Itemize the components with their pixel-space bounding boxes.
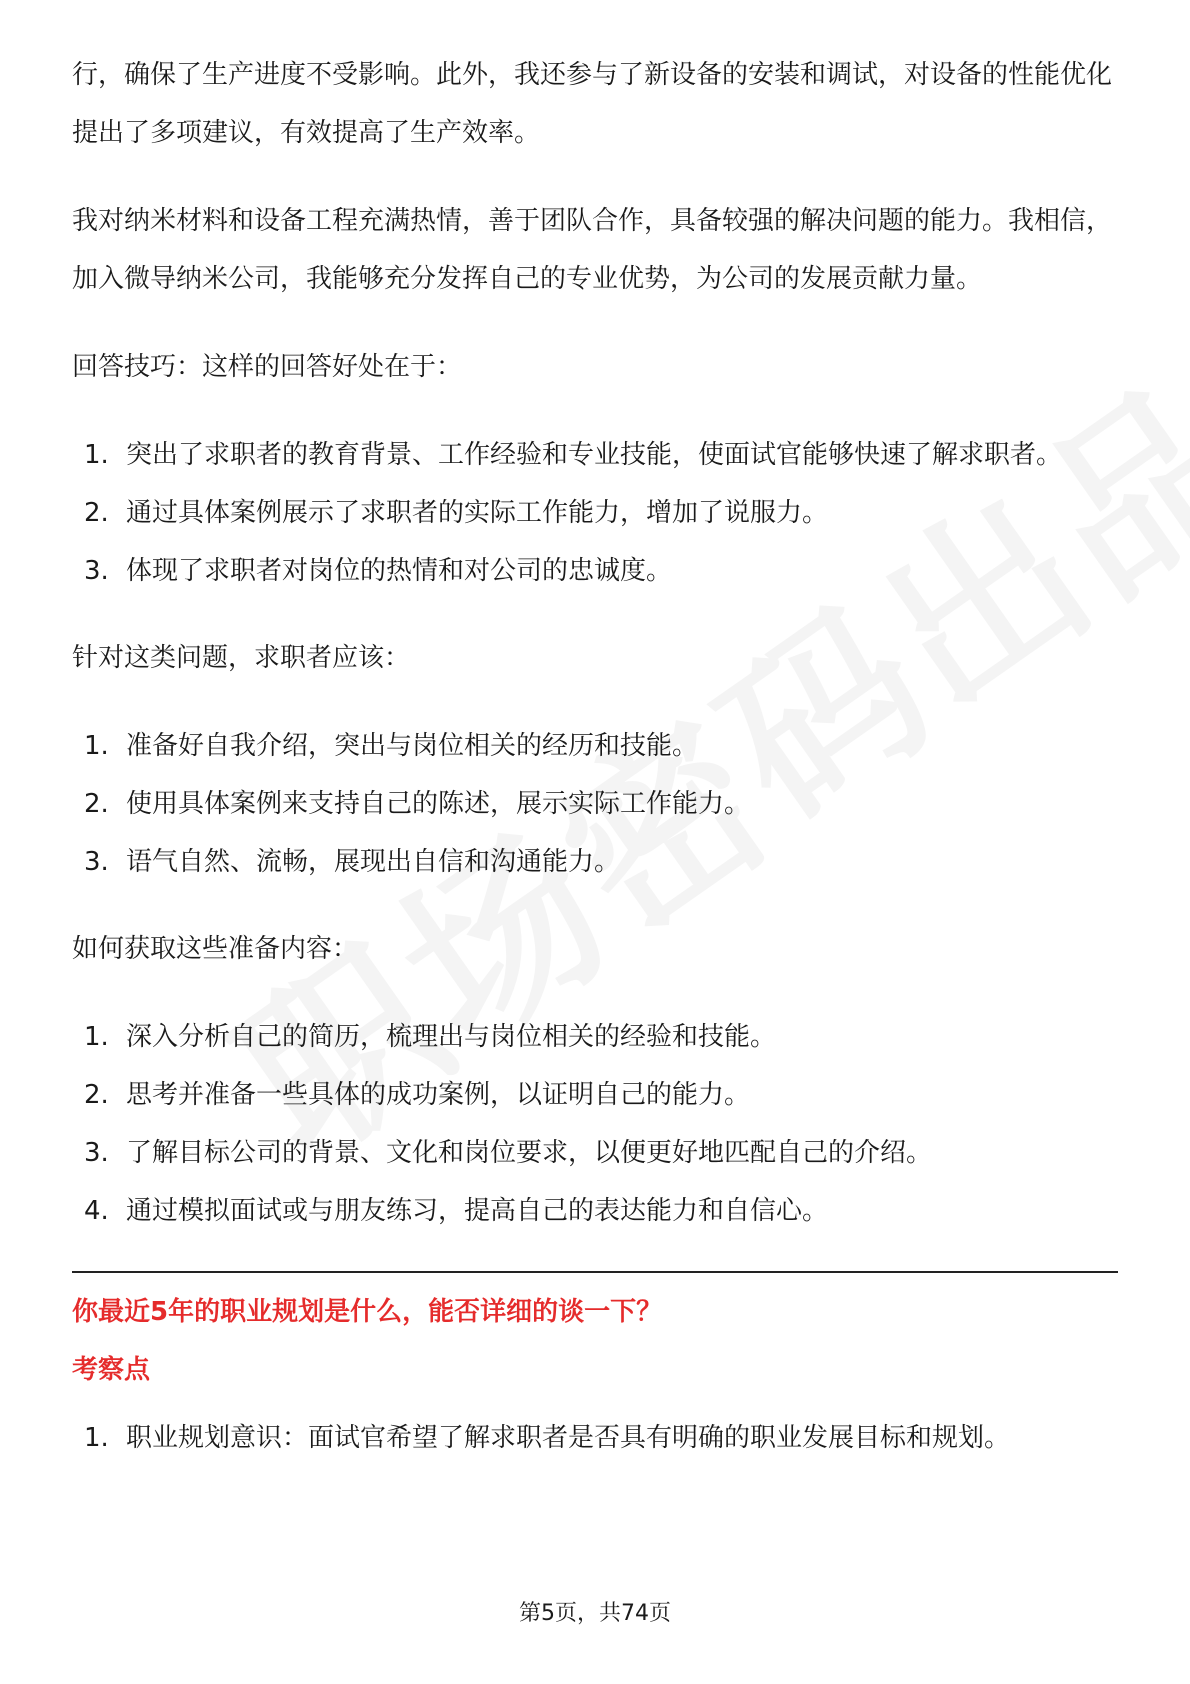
interview-question: 你最近5年的职业规划是什么，能否详细的谈一下？ (72, 1297, 663, 1327)
list-item: 1. 突出了求职者的教育背景、工作经验和专业技能，使面试官能够快速了解求职者。 (84, 440, 1063, 470)
tips-heading: 回答技巧：这样的回答好处在于： (72, 352, 463, 382)
list-item: 3. 了解目标公司的背景、文化和岗位要求，以便更好地匹配自己的介绍。 (84, 1138, 933, 1168)
list-item: 3. 体现了求职者对岗位的热情和对公司的忠诚度。 (84, 556, 673, 586)
section-divider (72, 1271, 1118, 1273)
page-content (72, 46, 1118, 1496)
should-heading: 针对这类问题，求职者应该： (72, 643, 411, 673)
list-item: 3. 语气自然、流畅，展现出自信和沟通能力。 (84, 847, 621, 877)
prepare-list (72, 1008, 1118, 1240)
section-label: 考察点 (72, 1355, 151, 1385)
page-footer: 第5页，共74页 (519, 1601, 671, 1626)
list-item: 2. 使用具体案例来支持自己的陈述，展示实际工作能力。 (84, 789, 751, 819)
tips-list (72, 426, 1118, 600)
list-item: 1. 准备好自我介绍，突出与岗位相关的经历和技能。 (84, 731, 699, 761)
list-item: 4. 通过模拟面试或与朋友练习，提高自己的表达能力和自信心。 (84, 1196, 829, 1226)
should-list (72, 717, 1118, 891)
paragraph-summary: 我对纳米材料和设备工程充满热情，善于团队合作，具备较强的解决问题的能力。我相信，加入微导纳米公司，我能够充分发挥自己的专业优势，为公司的发展贡献力量。 (72, 206, 1113, 294)
paragraph-continued: 行，确保了生产进度不受影响。此外，我还参与了新设备的安装和调试，对设备的性能优化提出了多项建议，有效提高了生产效率。 (72, 60, 1113, 148)
list-item: 2. 思考并准备一些具体的成功案例，以证明自己的能力。 (84, 1080, 751, 1110)
list-item: 1. 深入分析自己的简历，梳理出与岗位相关的经验和技能。 (84, 1022, 777, 1052)
list-item: 2. 通过具体案例展示了求职者的实际工作能力，增加了说服力。 (84, 498, 829, 528)
points-list (72, 1409, 1118, 1467)
list-item: 1. 职业规划意识：面试官希望了解求职者是否具有明确的职业发展目标和规划。 (84, 1423, 1011, 1453)
prepare-heading: 如何获取这些准备内容： (72, 934, 359, 964)
